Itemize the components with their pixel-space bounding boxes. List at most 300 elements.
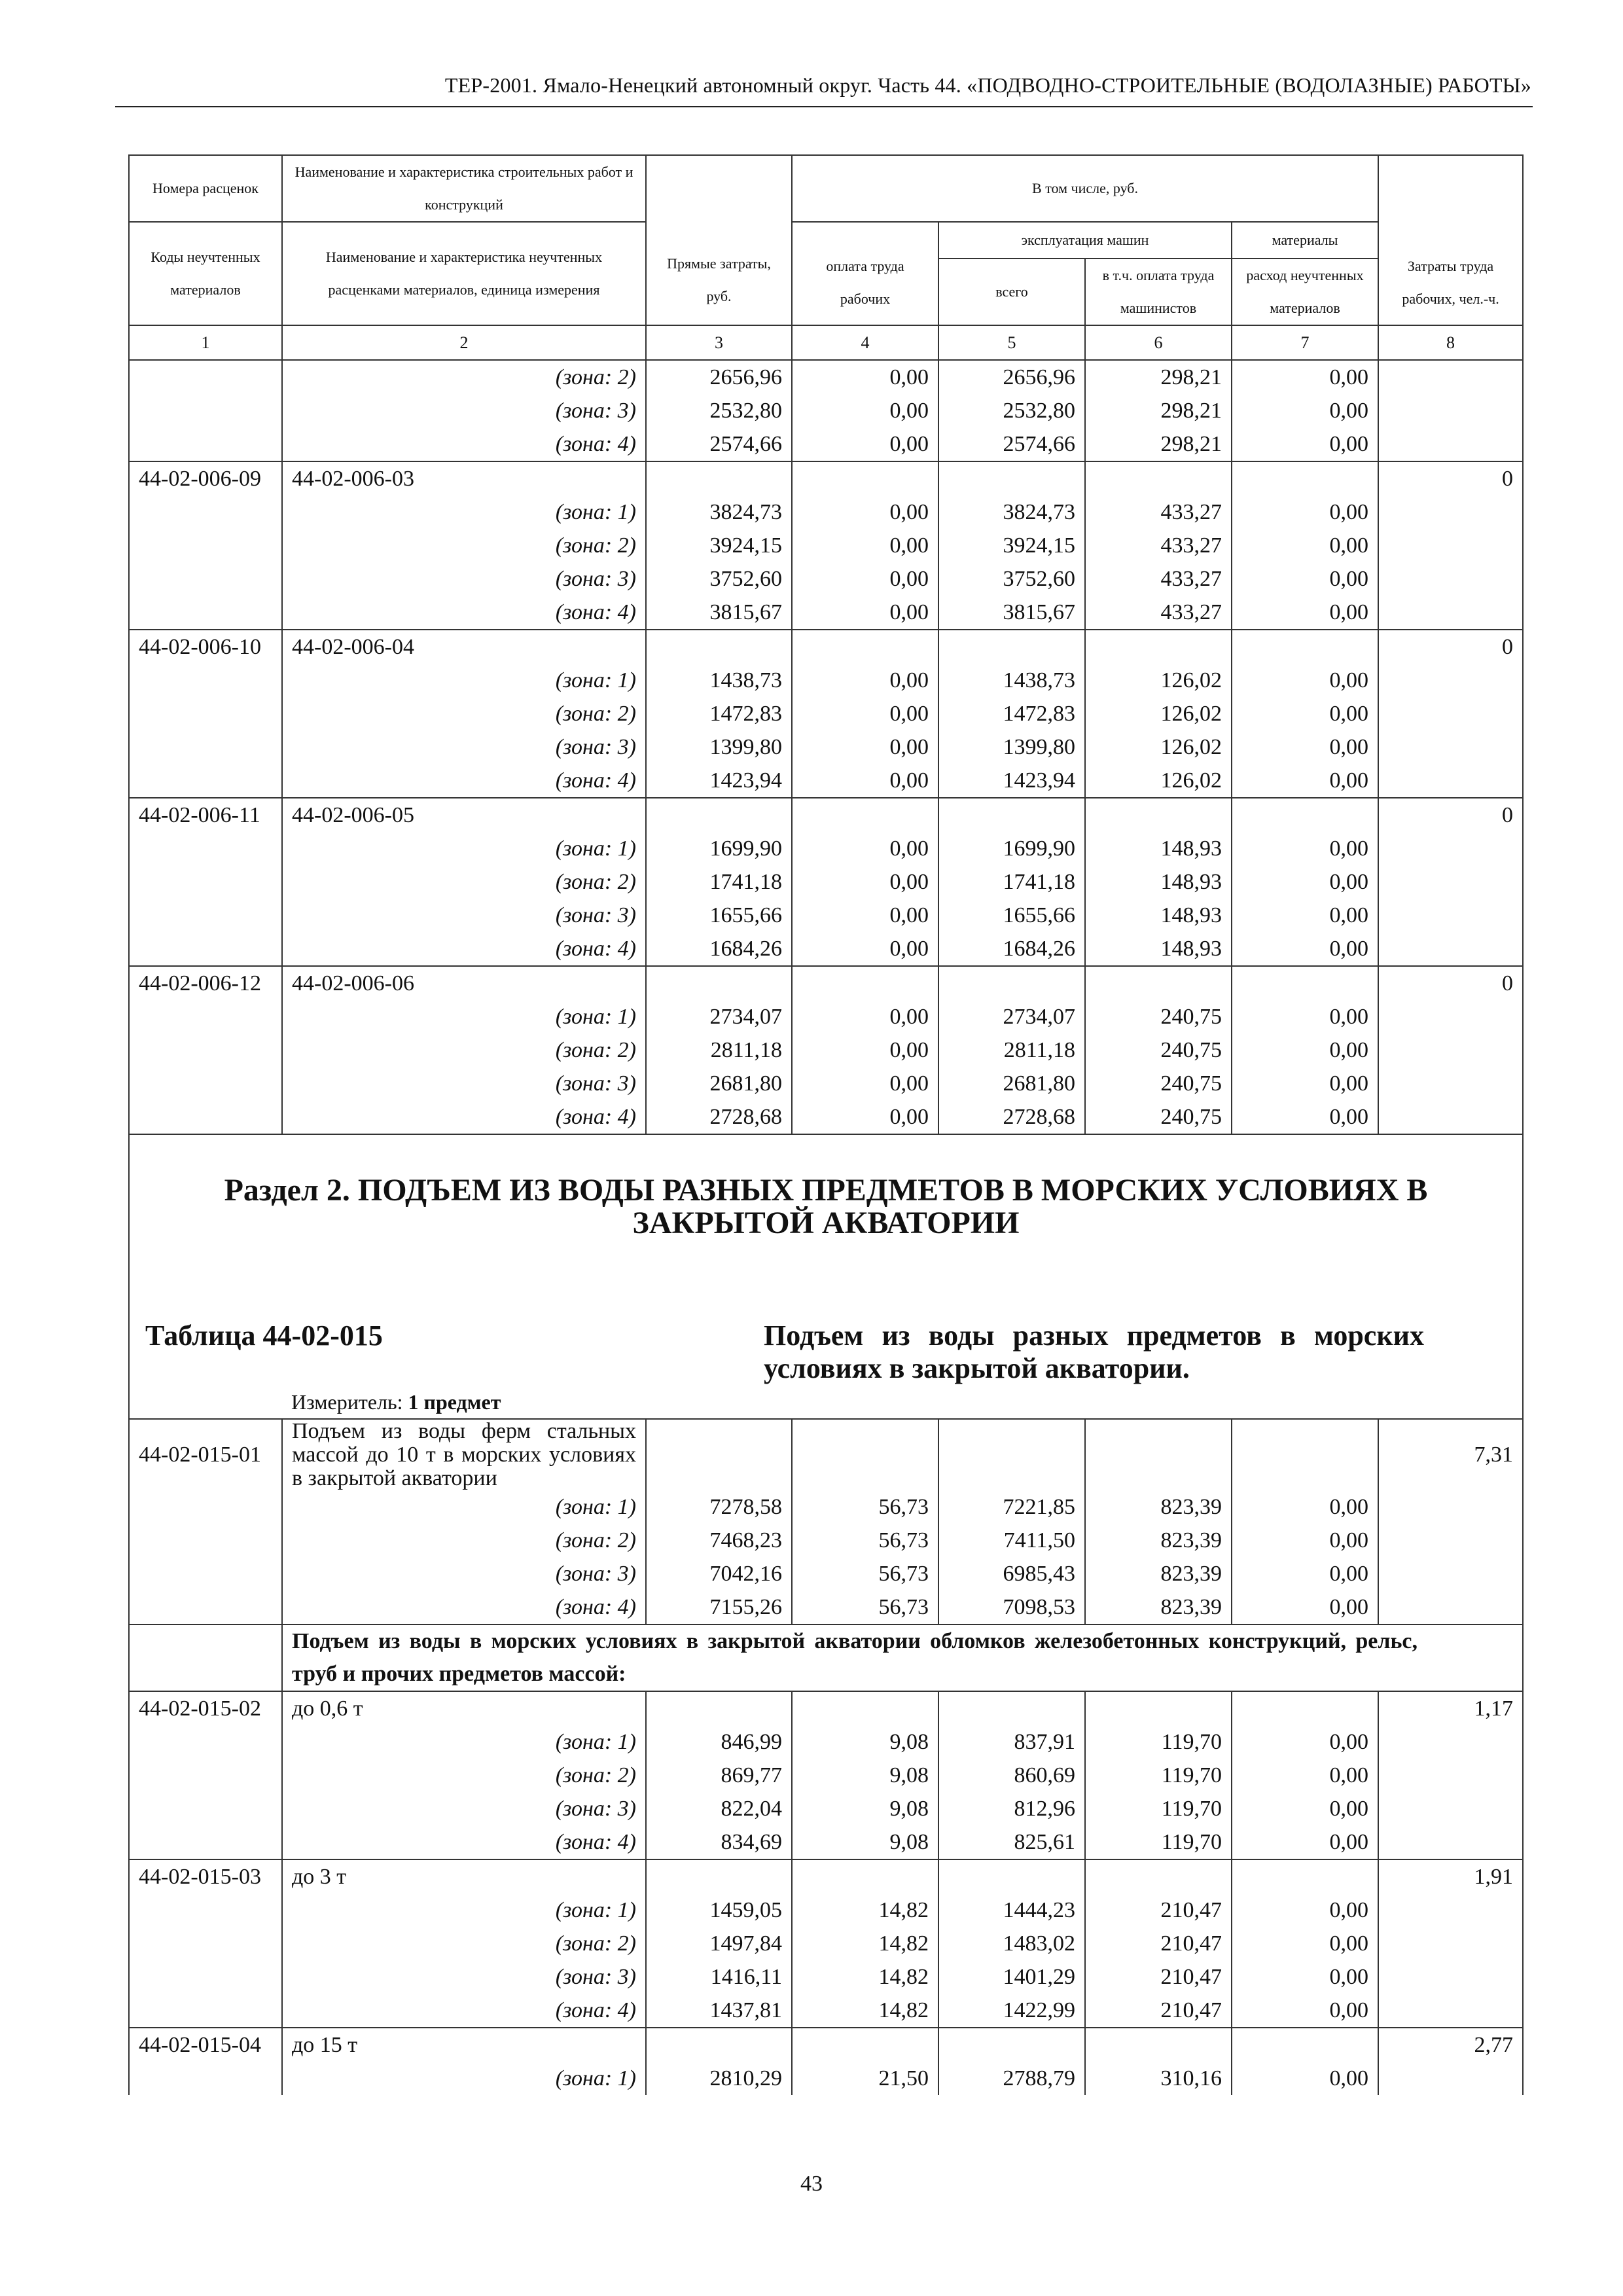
empty-cell [646, 2028, 792, 2062]
value-c3: 2574,66 [646, 427, 792, 461]
labor-cell [1378, 697, 1523, 730]
value-c6: 126,02 [1085, 764, 1232, 798]
zone-label: (зона: 3) [282, 899, 646, 932]
labor-cell [1378, 865, 1523, 899]
code-cell [129, 832, 282, 865]
empty-cell [1085, 461, 1232, 495]
value-c3: 1684,26 [646, 932, 792, 966]
labor-cell [1378, 1825, 1523, 1859]
value-c6: 119,70 [1085, 1825, 1232, 1859]
rate-name: 44-02-006-05 [282, 798, 646, 832]
empty-cell [646, 1691, 792, 1725]
value-c6: 148,93 [1085, 899, 1232, 932]
value-c5: 2811,18 [938, 1033, 1085, 1067]
section-spacer [129, 1134, 1523, 1174]
table-title-row [129, 1319, 1523, 1385]
value-c3: 2532,80 [646, 394, 792, 427]
code-cell [129, 932, 282, 966]
labor-cell [1378, 832, 1523, 865]
labor-value: 0 [1378, 966, 1523, 1000]
code-cell [129, 1033, 282, 1067]
rate-header-row [129, 1691, 1523, 1725]
value-c5: 2574,66 [938, 427, 1085, 461]
code-cell [129, 764, 282, 798]
value-c6: 126,02 [1085, 697, 1232, 730]
value-c7: 0,00 [1232, 1893, 1378, 1927]
value-c6: 240,75 [1085, 1000, 1232, 1033]
table-row [129, 664, 1523, 697]
value-c3: 834,69 [646, 1825, 792, 1859]
table-row [129, 730, 1523, 764]
value-c7: 0,00 [1232, 495, 1378, 529]
value-c6: 433,27 [1085, 529, 1232, 562]
value-c4: 0,00 [792, 596, 938, 630]
labor-cell [1378, 1067, 1523, 1100]
table-number: Таблица 44-02-015 [129, 1319, 646, 1385]
rates-table [128, 154, 1524, 2095]
rate-name: до 15 т [282, 2028, 646, 2062]
value-c5: 837,91 [938, 1725, 1085, 1759]
labor-cell [1378, 562, 1523, 596]
value-c7: 0,00 [1232, 2062, 1378, 2095]
column-number: 3 [646, 325, 792, 360]
labor-cell [1378, 495, 1523, 529]
table-row [129, 394, 1523, 427]
labor-cell [1378, 360, 1523, 394]
section-spacer [129, 1240, 1523, 1319]
labor-cell [1378, 1033, 1523, 1067]
table-row [129, 697, 1523, 730]
empty-cell [1085, 1691, 1232, 1725]
value-c7: 0,00 [1232, 865, 1378, 899]
table-row [129, 1524, 1523, 1557]
code-cell [129, 730, 282, 764]
zone-label: (зона: 3) [282, 1557, 646, 1590]
zone-label: (зона: 2) [282, 1524, 646, 1557]
code-cell [129, 1893, 282, 1927]
table-row [129, 1759, 1523, 1792]
table-row [129, 1792, 1523, 1825]
empty-cell [938, 1691, 1085, 1725]
zone-label: (зона: 2) [282, 697, 646, 730]
value-c5: 3824,73 [938, 495, 1085, 529]
value-c4: 0,00 [792, 495, 938, 529]
empty-cell [646, 1859, 792, 1893]
head-col5: всего [995, 283, 1028, 300]
value-c7: 0,00 [1232, 529, 1378, 562]
value-c4: 0,00 [792, 764, 938, 798]
table-title: Подъем из воды разных предметов в морских условиях в закрытой акватории. [646, 1319, 1523, 1385]
empty-cell [792, 461, 938, 495]
table-row [129, 1490, 1523, 1524]
code-cell [129, 529, 282, 562]
value-c3: 1497,84 [646, 1927, 792, 1960]
value-c4: 56,73 [792, 1557, 938, 1590]
value-c3: 7468,23 [646, 1524, 792, 1557]
value-c5: 812,96 [938, 1792, 1085, 1825]
value-c4: 56,73 [792, 1490, 938, 1524]
table-row [129, 1927, 1523, 1960]
table-row [129, 562, 1523, 596]
zone-label: (зона: 4) [282, 1100, 646, 1134]
empty-cell [792, 1419, 938, 1490]
empty-cell [1232, 1859, 1378, 1893]
rate-code: 44-02-006-10 [129, 630, 282, 664]
value-c6: 240,75 [1085, 1067, 1232, 1100]
code-cell [129, 1000, 282, 1033]
header-rule [115, 106, 1533, 107]
head-incl: В том числе, руб. [792, 155, 1378, 222]
value-c3: 846,99 [646, 1725, 792, 1759]
value-c3: 7155,26 [646, 1590, 792, 1624]
zone-label: (зона: 3) [282, 394, 646, 427]
zone-label: (зона: 4) [282, 764, 646, 798]
empty-cell [938, 2028, 1085, 2062]
value-c4: 0,00 [792, 664, 938, 697]
value-c5: 1472,83 [938, 697, 1085, 730]
value-c6: 148,93 [1085, 932, 1232, 966]
value-c4: 0,00 [792, 697, 938, 730]
rate-code: 44-02-006-11 [129, 798, 282, 832]
head-col1-bottom: Коды неучтенных материалов [129, 222, 282, 325]
labor-value: 1,17 [1378, 1691, 1523, 1725]
head-materials: материалы [1232, 223, 1378, 259]
table-row [129, 1994, 1523, 2028]
value-c4: 0,00 [792, 394, 938, 427]
rate-name: 44-02-006-03 [282, 461, 646, 495]
value-c7: 0,00 [1232, 360, 1378, 394]
value-c4: 0,00 [792, 730, 938, 764]
value-c5: 2656,96 [938, 360, 1085, 394]
empty-cell [1085, 798, 1232, 832]
value-c6: 433,27 [1085, 596, 1232, 630]
value-c6: 433,27 [1085, 495, 1232, 529]
head-col6: в т.ч. оплата труда машинистов [1085, 259, 1231, 325]
value-c3: 3924,15 [646, 529, 792, 562]
zone-label: (зона: 1) [282, 495, 646, 529]
zone-label: (зона: 3) [282, 730, 646, 764]
table-row [129, 1590, 1523, 1624]
zone-label: (зона: 2) [282, 529, 646, 562]
empty-cell [646, 461, 792, 495]
value-c5: 2788,79 [938, 2062, 1085, 2095]
rate-header-row [129, 2028, 1523, 2062]
zone-label: (зона: 3) [282, 1960, 646, 1994]
table-row [129, 1960, 1523, 1994]
rate-code: 44-02-015-04 [129, 2028, 282, 2062]
code-cell [129, 1590, 282, 1624]
value-c5: 7098,53 [938, 1590, 1085, 1624]
value-c6: 240,75 [1085, 1100, 1232, 1134]
value-c4: 9,08 [792, 1792, 938, 1825]
value-c3: 3815,67 [646, 596, 792, 630]
value-c3: 1399,80 [646, 730, 792, 764]
labor-cell [1378, 932, 1523, 966]
value-c3: 3824,73 [646, 495, 792, 529]
meter-label: Измеритель: [291, 1390, 403, 1414]
value-c5: 3815,67 [938, 596, 1085, 630]
zone-label: (зона: 2) [282, 360, 646, 394]
value-c7: 0,00 [1232, 1725, 1378, 1759]
labor-cell [1378, 1725, 1523, 1759]
rate-name: до 3 т [282, 1859, 646, 1893]
value-c6: 210,47 [1085, 1994, 1232, 2028]
value-c7: 0,00 [1232, 1490, 1378, 1524]
table-row [129, 899, 1523, 932]
code-cell [129, 697, 282, 730]
column-number: 6 [1085, 325, 1232, 360]
value-c7: 0,00 [1232, 1994, 1378, 2028]
value-c4: 0,00 [792, 832, 938, 865]
empty-cell [938, 1419, 1085, 1490]
zone-label: (зона: 4) [282, 1590, 646, 1624]
zone-label: (зона: 1) [282, 1893, 646, 1927]
value-c7: 0,00 [1232, 1759, 1378, 1792]
zone-label: (зона: 3) [282, 1067, 646, 1100]
value-c3: 1472,83 [646, 697, 792, 730]
code-cell [129, 899, 282, 932]
head-col8: Затраты труда рабочих, чел.-ч. [1378, 155, 1523, 325]
running-header: ТЕР-2001. Ямало-Ненецкий автономный округ. Часть 44. «ПОДВОДНО-СТРОИТЕЛЬНЫЕ (ВОДОЛАЗНЫЕ) РАБОТЫ» [444, 73, 1531, 97]
value-c4: 0,00 [792, 427, 938, 461]
value-c5: 1444,23 [938, 1893, 1085, 1927]
labor-cell [1378, 1557, 1523, 1590]
value-c5: 2532,80 [938, 394, 1085, 427]
value-c4: 14,82 [792, 1893, 938, 1927]
value-c7: 0,00 [1232, 1524, 1378, 1557]
value-c3: 869,77 [646, 1759, 792, 1792]
labor-cell [1378, 730, 1523, 764]
labor-cell [1378, 1792, 1523, 1825]
meter-row [129, 1385, 1523, 1419]
value-c4: 56,73 [792, 1590, 938, 1624]
head-col7: расход неучтенных материалов [1246, 267, 1364, 316]
zone-label: (зона: 1) [282, 1725, 646, 1759]
empty-cell [646, 630, 792, 664]
code-cell [129, 562, 282, 596]
value-c6: 823,39 [1085, 1590, 1232, 1624]
labor-cell [1378, 764, 1523, 798]
value-c4: 0,00 [792, 1100, 938, 1134]
value-c3: 1437,81 [646, 1994, 792, 2028]
empty-cell [792, 1859, 938, 1893]
value-c5: 825,61 [938, 1825, 1085, 1859]
value-c3: 822,04 [646, 1792, 792, 1825]
meter-value: 1 предмет [408, 1390, 501, 1414]
rate-header-row [129, 1859, 1523, 1893]
value-c6: 210,47 [1085, 1927, 1232, 1960]
value-c7: 0,00 [1232, 427, 1378, 461]
empty-cell [792, 2028, 938, 2062]
rate-name: 44-02-006-04 [282, 630, 646, 664]
table-row [129, 427, 1523, 461]
code-cell [129, 865, 282, 899]
table-row [129, 1033, 1523, 1067]
table-row [129, 529, 1523, 562]
value-c4: 0,00 [792, 562, 938, 596]
value-c7: 0,00 [1232, 562, 1378, 596]
rate-name: 44-02-006-06 [282, 966, 646, 1000]
labor-value: 2,77 [1378, 2028, 1523, 2062]
value-c4: 9,08 [792, 1825, 938, 1859]
labor-cell [1378, 1994, 1523, 2028]
empty-cell [1232, 461, 1378, 495]
value-c5: 1684,26 [938, 932, 1085, 966]
value-c4: 9,08 [792, 1725, 938, 1759]
empty-cell [792, 1691, 938, 1725]
value-c6: 148,93 [1085, 832, 1232, 865]
column-number: 1 [129, 325, 282, 360]
labor-cell [1378, 1759, 1523, 1792]
zone-label: (зона: 2) [282, 1927, 646, 1960]
table-row [129, 1893, 1523, 1927]
value-c5: 1422,99 [938, 1994, 1085, 2028]
value-c5: 2734,07 [938, 1000, 1085, 1033]
labor-cell [1378, 1000, 1523, 1033]
empty-cell [792, 798, 938, 832]
labor-cell [1378, 1927, 1523, 1960]
value-c5: 1438,73 [938, 664, 1085, 697]
value-c4: 0,00 [792, 1033, 938, 1067]
empty-cell [792, 630, 938, 664]
value-c4: 0,00 [792, 865, 938, 899]
head-col2-bottom: Наименование и характеристика неучтенных расценками материалов, единица измерения [282, 222, 646, 325]
page-number: 43 [800, 2172, 823, 2196]
rate-code: 44-02-006-09 [129, 461, 282, 495]
value-c5: 1401,29 [938, 1960, 1085, 1994]
code-cell [129, 1759, 282, 1792]
value-c7: 0,00 [1232, 1927, 1378, 1960]
labor-cell [1378, 664, 1523, 697]
group-heading: Подъем из воды в морских условиях в закрытой акватории обломков железобетонных конструкций, рельс, труб и прочих предметов массой: [282, 1624, 1523, 1691]
table-row [129, 360, 1523, 394]
value-c5: 3752,60 [938, 562, 1085, 596]
value-c4: 14,82 [792, 1994, 938, 2028]
empty-cell [1085, 2028, 1232, 2062]
code-cell [129, 1725, 282, 1759]
value-c3: 1438,73 [646, 664, 792, 697]
empty-cell [938, 1859, 1085, 1893]
code-cell [129, 1994, 282, 2028]
value-c3: 1741,18 [646, 865, 792, 899]
zone-label: (зона: 1) [282, 664, 646, 697]
zone-label: (зона: 1) [282, 1000, 646, 1033]
value-c5: 1699,90 [938, 832, 1085, 865]
value-c3: 2810,29 [646, 2062, 792, 2095]
table-row [129, 1557, 1523, 1590]
empty-cell [938, 798, 1085, 832]
value-c4: 56,73 [792, 1524, 938, 1557]
value-c4: 0,00 [792, 932, 938, 966]
zone-label: (зона: 1) [282, 2062, 646, 2095]
value-c4: 0,00 [792, 899, 938, 932]
value-c4: 0,00 [792, 529, 938, 562]
value-c3: 2656,96 [646, 360, 792, 394]
value-c6: 823,39 [1085, 1557, 1232, 1590]
value-c6: 210,47 [1085, 1960, 1232, 1994]
value-c7: 0,00 [1232, 764, 1378, 798]
value-c3: 2681,80 [646, 1067, 792, 1100]
value-c3: 3752,60 [646, 562, 792, 596]
rate-code: 44-02-015-02 [129, 1691, 282, 1725]
column-number: 7 [1232, 325, 1378, 360]
rate-code: 44-02-006-12 [129, 966, 282, 1000]
column-number: 5 [938, 325, 1085, 360]
value-c5: 1655,66 [938, 899, 1085, 932]
head-col4: оплата труда рабочих [792, 222, 938, 325]
empty-cell [938, 966, 1085, 1000]
value-c6: 433,27 [1085, 562, 1232, 596]
rate-header-row [129, 630, 1523, 664]
value-c3: 1416,11 [646, 1960, 792, 1994]
zone-label: (зона: 4) [282, 427, 646, 461]
empty-cell [1085, 1419, 1232, 1490]
value-c6: 298,21 [1085, 394, 1232, 427]
value-c6: 119,70 [1085, 1792, 1232, 1825]
labor-value: 1,91 [1378, 1859, 1523, 1893]
empty-cell [1232, 966, 1378, 1000]
value-c3: 1423,94 [646, 764, 792, 798]
labor-cell [1378, 1100, 1523, 1134]
value-c7: 0,00 [1232, 1792, 1378, 1825]
value-c5: 3924,15 [938, 529, 1085, 562]
table-row [129, 1100, 1523, 1134]
head-col2-top: Наименование и характеристика строительных работ и конструкций [282, 155, 646, 222]
value-c6: 240,75 [1085, 1033, 1232, 1067]
zone-label: (зона: 4) [282, 596, 646, 630]
value-c5: 1483,02 [938, 1927, 1085, 1960]
value-c5: 7221,85 [938, 1490, 1085, 1524]
zone-label: (зона: 4) [282, 1994, 646, 2028]
value-c5: 2681,80 [938, 1067, 1085, 1100]
value-c7: 0,00 [1232, 1100, 1378, 1134]
empty-cell [1085, 1859, 1232, 1893]
head-machines: эксплуатация машин [939, 223, 1231, 259]
value-c6: 126,02 [1085, 730, 1232, 764]
value-c5: 1423,94 [938, 764, 1085, 798]
empty-cell [792, 966, 938, 1000]
empty-cell [646, 798, 792, 832]
head-col1-top: Номера расценок [129, 155, 282, 222]
value-c5: 1399,80 [938, 730, 1085, 764]
zone-label: (зона: 1) [282, 1490, 646, 1524]
rate-name: Подъем из воды ферм стальных массой до 10 т в морских условиях в закрытой акватории [282, 1419, 646, 1490]
value-c7: 0,00 [1232, 730, 1378, 764]
value-c3: 7042,16 [646, 1557, 792, 1590]
value-c7: 0,00 [1232, 1000, 1378, 1033]
empty-cell [1232, 2028, 1378, 2062]
value-c7: 0,00 [1232, 1033, 1378, 1067]
code-cell [129, 1792, 282, 1825]
value-c3: 2728,68 [646, 1100, 792, 1134]
table-row [129, 1000, 1523, 1033]
zone-label: (зона: 2) [282, 1033, 646, 1067]
empty-cell [1085, 966, 1232, 1000]
value-c6: 298,21 [1085, 360, 1232, 394]
empty-cell [1232, 630, 1378, 664]
table-row [129, 596, 1523, 630]
code-cell [129, 1100, 282, 1134]
value-c7: 0,00 [1232, 664, 1378, 697]
code-cell [129, 1524, 282, 1557]
code-cell [129, 495, 282, 529]
value-c5: 860,69 [938, 1759, 1085, 1792]
rate-header-row [129, 966, 1523, 1000]
meter-cell [282, 1385, 1523, 1419]
value-c7: 0,00 [1232, 596, 1378, 630]
value-c7: 0,00 [1232, 1067, 1378, 1100]
value-c7: 0,00 [1232, 1590, 1378, 1624]
